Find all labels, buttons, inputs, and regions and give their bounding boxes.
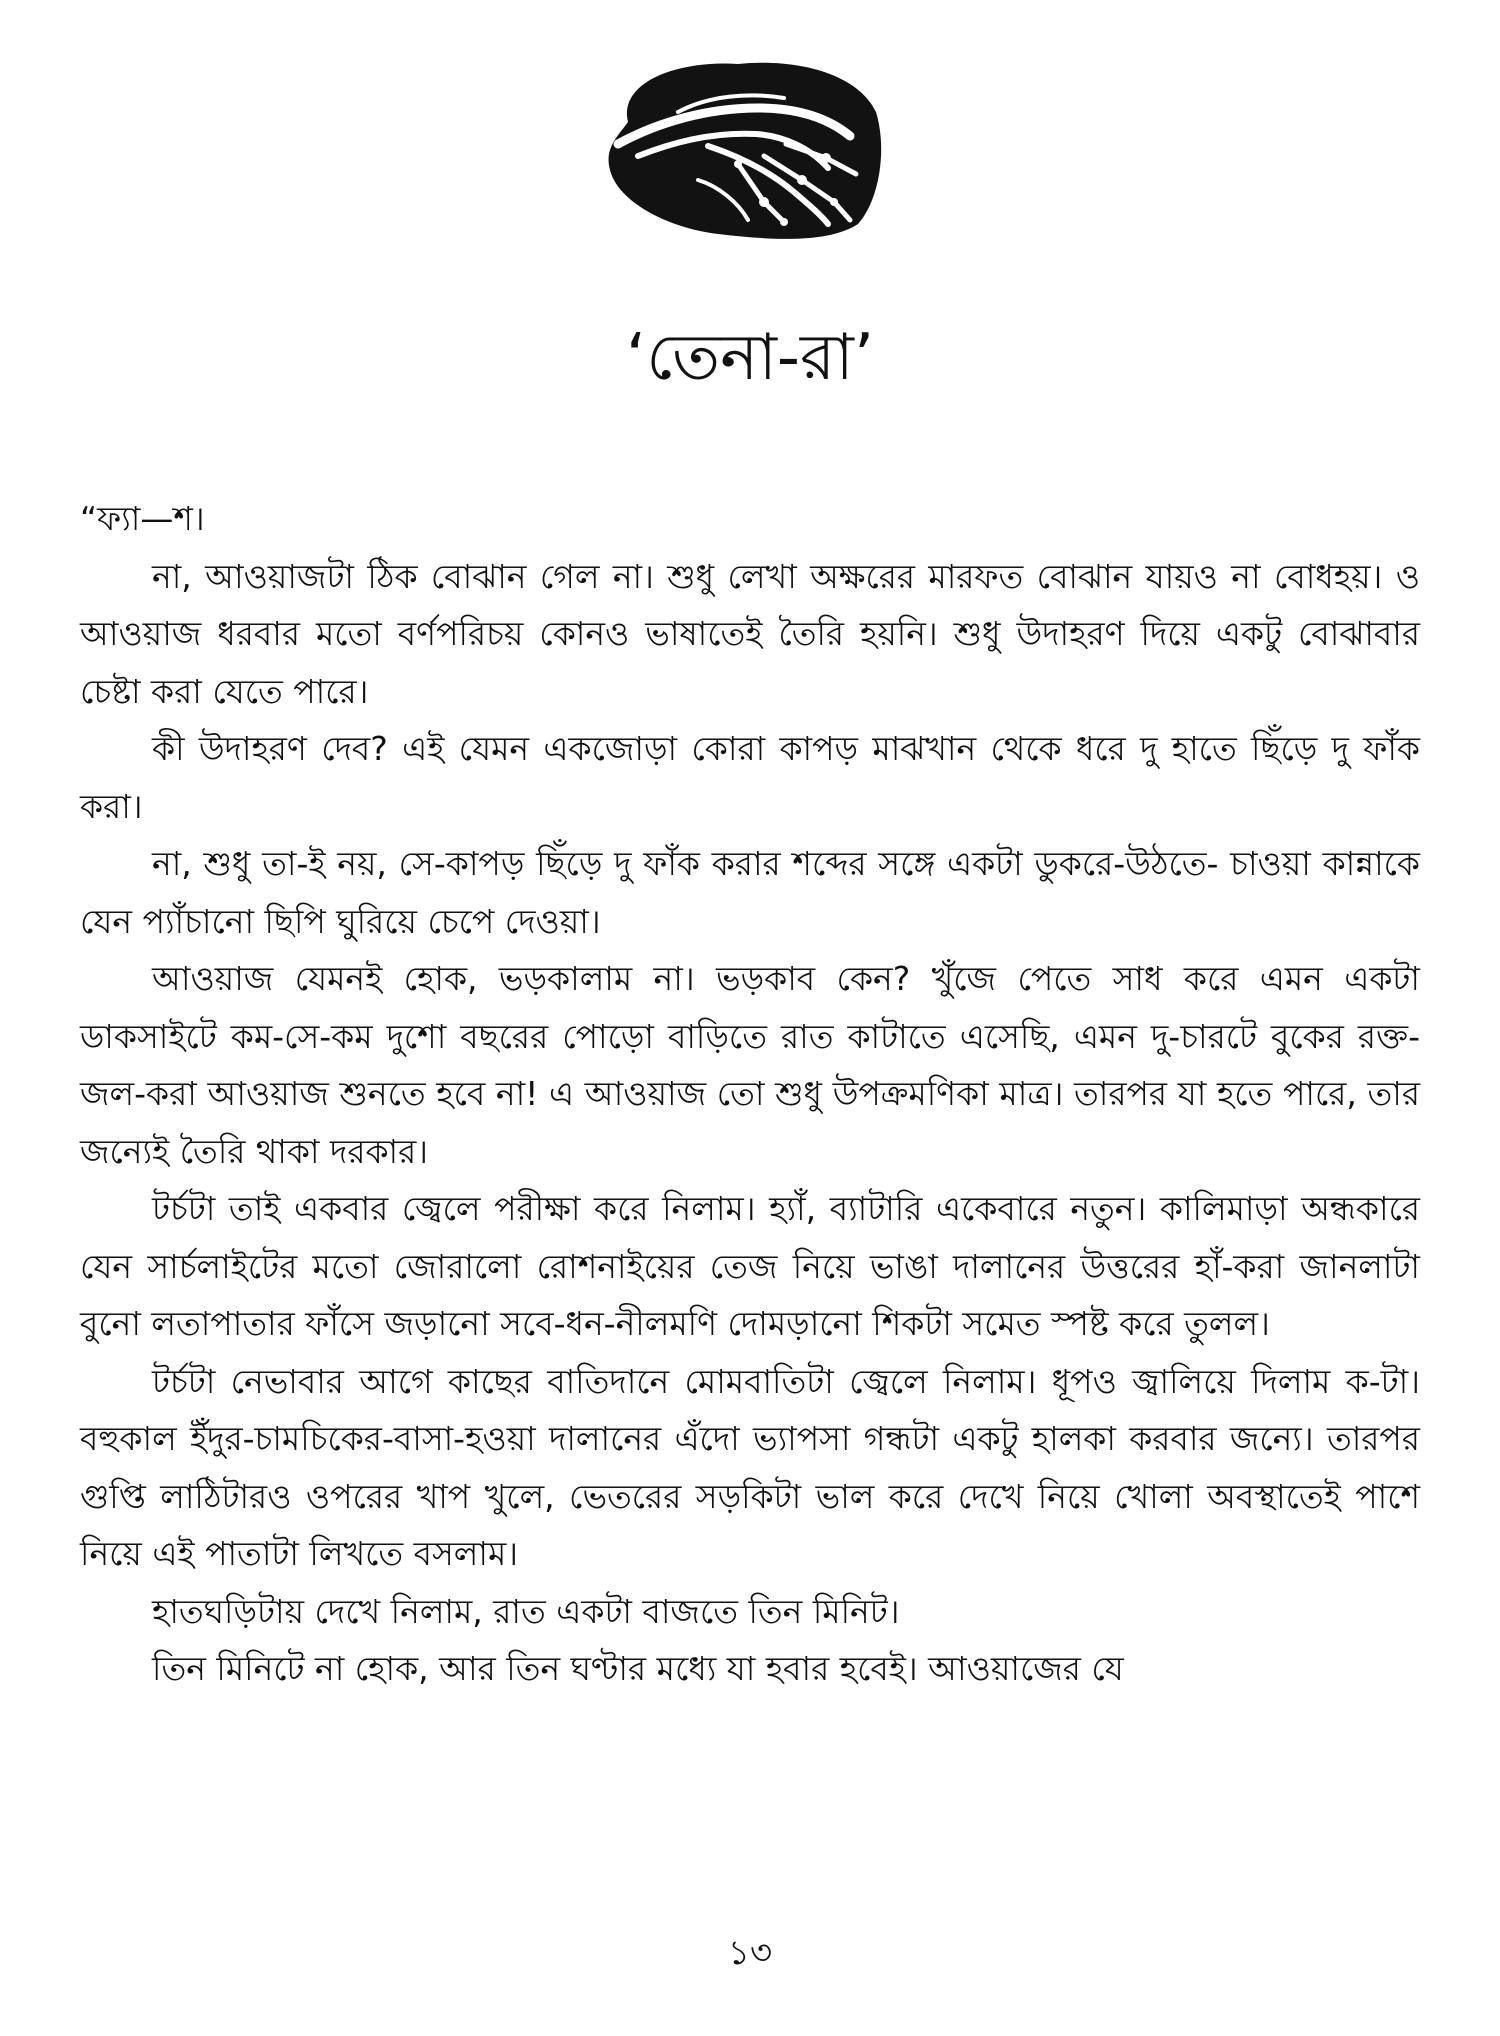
chapter-title: ‘তেনা-রা’ bbox=[625, 321, 875, 395]
skeletal-hand-illustration bbox=[588, 52, 890, 248]
paragraph: না, আওয়াজটা ঠিক বোঝান গেল না। শুধু লেখা অক্ষরের মারফত বোঝান যায়ও না বোধহয়। ও আওয়াজ ধরবার মতো বর্ণপরিচয় কোনও ভাষাতেই তৈরি হয়নি। শুধু উদাহরণ দিয়ে একটু বোঝাবার চেষ্টা করা যেতে পারে। bbox=[80, 556, 1420, 711]
paragraph: টর্চটা নেভাবার আগে কাছের বাতিদানে মোমবাতিটা জ্বেলে নিলাম। ধূপও জ্বালিয়ে দিলাম ক-টা। বহুকাল ইঁদুর-চামচিকের-বাসা-হওয়া দালানের এঁদো ভ্যাপসা গন্ধটা একটু হালকা করবার জন্যে। তারপর গুপ্তি লাঠিটারও ওপরের খাপ খুলে, ভেতরের সড়কিটা ভাল করে দেখে নিয়ে খোলা অবস্থাতেই পাশে নিয়ে এই পাতাটা লিখতে বসলাম। bbox=[80, 1361, 1420, 1573]
body-text bbox=[80, 490, 1420, 1698]
paragraph: কী উদাহরণ দেব? এই যেমন একজোড়া কোরা কাপড় মাঝখান থেকে ধরে দু হাতে ছিঁড়ে দু ফাঁক করা। bbox=[80, 729, 1420, 826]
paragraph: “ফ্যা—শ। bbox=[80, 499, 205, 538]
skeletal-hand-icon bbox=[588, 52, 890, 248]
paragraph: আওয়াজ যেমনই হোক, ভড়কালাম না। ভড়কাব কেন? খুঁজে পেতে সাধ করে এমন একটা ডাকসাইটে কম-সে-কম দুশো বছরের পোড়ো বাড়িতে রাত কাটাতে এসেছি, এমন দু-চারটে বুকের রক্ত-জল-করা আওয়াজ শুনতে হবে না! এ আওয়াজ তো শুধু উপক্রমণিকা মাত্র। তারপর যা হতে পারে, তার জন্যেই তৈরি থাকা দরকার। bbox=[80, 959, 1420, 1171]
paragraph: তিন মিনিটে না হোক, আর তিন ঘণ্টার মধ্যে যা হবার হবেই। আওয়াজের যে bbox=[152, 1649, 1124, 1688]
page-number: ১৩ bbox=[727, 1933, 773, 1973]
paragraph: না, শুধু তা-ই নয়, সে-কাপড় ছিঁড়ে দু ফাঁক করার শব্দের সঙ্গে একটা ডুকরে-উঠতে- চাওয়া কান্নাকে যেন প্যাঁচানো ছিপি ঘুরিয়ে চেপে দেওয়া। bbox=[80, 844, 1420, 941]
paragraph: টর্চটা তাই একবার জ্বেলে পরীক্ষা করে নিলাম। হ্যাঁ, ব্যাটারি একেবারে নতুন। কালিমাড়া অন্ধকারে যেন সার্চলাইটের মতো জোরালো রোশনাইয়ের তেজ নিয়ে ভাঙা দালানের উত্তরের হাঁ-করা জানলাটা বুনো লতাপাতার ফাঁসে জড়ানো সবে-ধন-নীলমণি দোমড়ানো শিকটা সমেত স্পষ্ট করে তুলল। bbox=[80, 1189, 1420, 1343]
paragraph: হাতঘড়িটায় দেখে নিলাম, রাত একটা বাজতে তিন মিনিট। bbox=[152, 1591, 900, 1631]
